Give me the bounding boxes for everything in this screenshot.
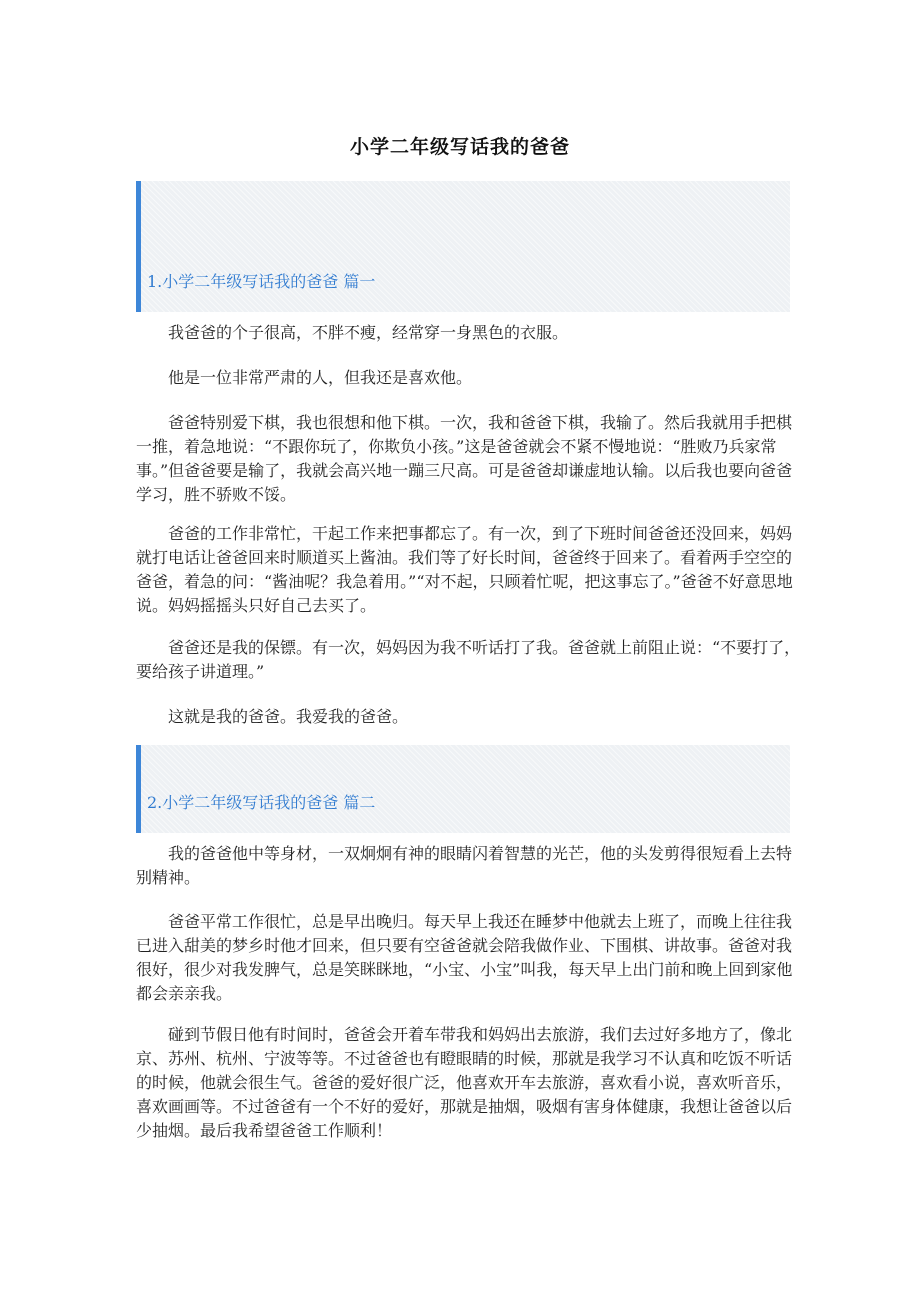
paragraph: 我的爸爸他中等身材，一双炯炯有神的眼睛闪着智慧的光芒，他的头发剪得很短看上去特别精神。 [136, 844, 793, 887]
section-heading-2: 2.小学二年级写话我的爸爸 篇二 [147, 793, 376, 812]
paragraph: 我爸爸的个子很高，不胖不瘦，经常穿一身黑色的衣服。 [168, 323, 569, 342]
paragraph: 爸爸平常工作很忙，总是早出晚归。每天早上我还在睡梦中他就去上班了，而晚上往往我已进入甜美的梦乡时他才回来，但只要有空爸爸就会陪我做作业、下围棋、讲故事。爸爸对我很好，很少对我发脾气，总是笑眯眯地，“小宝、小宝”叫我，每天早上出门前和晚上回到家他都会亲亲我。 [136, 912, 793, 1003]
paragraph: 这就是我的爸爸。我爱我的爸爸。 [168, 707, 409, 726]
paragraph: 爸爸还是我的保镖。有一次，妈妈因为我不听话打了我。爸爸就上前阻止说：“不要打了，要给孩子讲道理。” [136, 638, 801, 681]
paragraph: 他是一位非常严肃的人，但我还是喜欢他。 [168, 368, 473, 387]
paragraph: 爸爸的工作非常忙，干起工作来把事都忘了。有一次，到了下班时间爸爸还没回来，妈妈就打电话让爸爸回来时顺道买上酱油。我们等了好长时间，爸爸终于回来了。看着两手空空的爸爸，着急的问：“酱油呢？我急着用。”“对不起，只顾着忙呢，把这事忘了。”爸爸不好意思地说。妈妈摇摇头只好自己去买了。 [136, 524, 793, 615]
section-header-2 [136, 745, 790, 833]
section-heading-1: 1.小学二年级写话我的爸爸 篇一 [147, 272, 376, 291]
page-title: 小学二年级写话我的爸爸 [349, 136, 570, 158]
paragraph: 碰到节假日他有时间时，爸爸会开着车带我和妈妈出去旅游，我们去过好多地方了，像北京、苏州、杭州、宁波等等。不过爸爸也有瞪眼睛的时候，那就是我学习不认真和吃饭不听话的时候，他就会很生气。爸爸的爱好很广泛，他喜欢开车去旅游，喜欢看小说，喜欢听音乐，喜欢画画等。不过爸爸有一个不好的爱好，那就是抽烟，吸烟有害身体健康，我想让爸爸以后少抽烟。最后我希望爸爸工作顺利！ [136, 1025, 793, 1140]
section-header-1 [136, 181, 790, 312]
paragraph: 爸爸特别爱下棋，我也很想和他下棋。一次，我和爸爸下棋，我输了。然后我就用手把棋一推，着急地说：“不跟你玩了，你欺负小孩。”这是爸爸就会不紧不慢地说：“胜败乃兵家常事。”但爸爸要是输了，我就会高兴地一蹦三尺高。可是爸爸却谦虚地认输。以后我也要向爸爸学习，胜不骄败不馁。 [136, 413, 793, 504]
